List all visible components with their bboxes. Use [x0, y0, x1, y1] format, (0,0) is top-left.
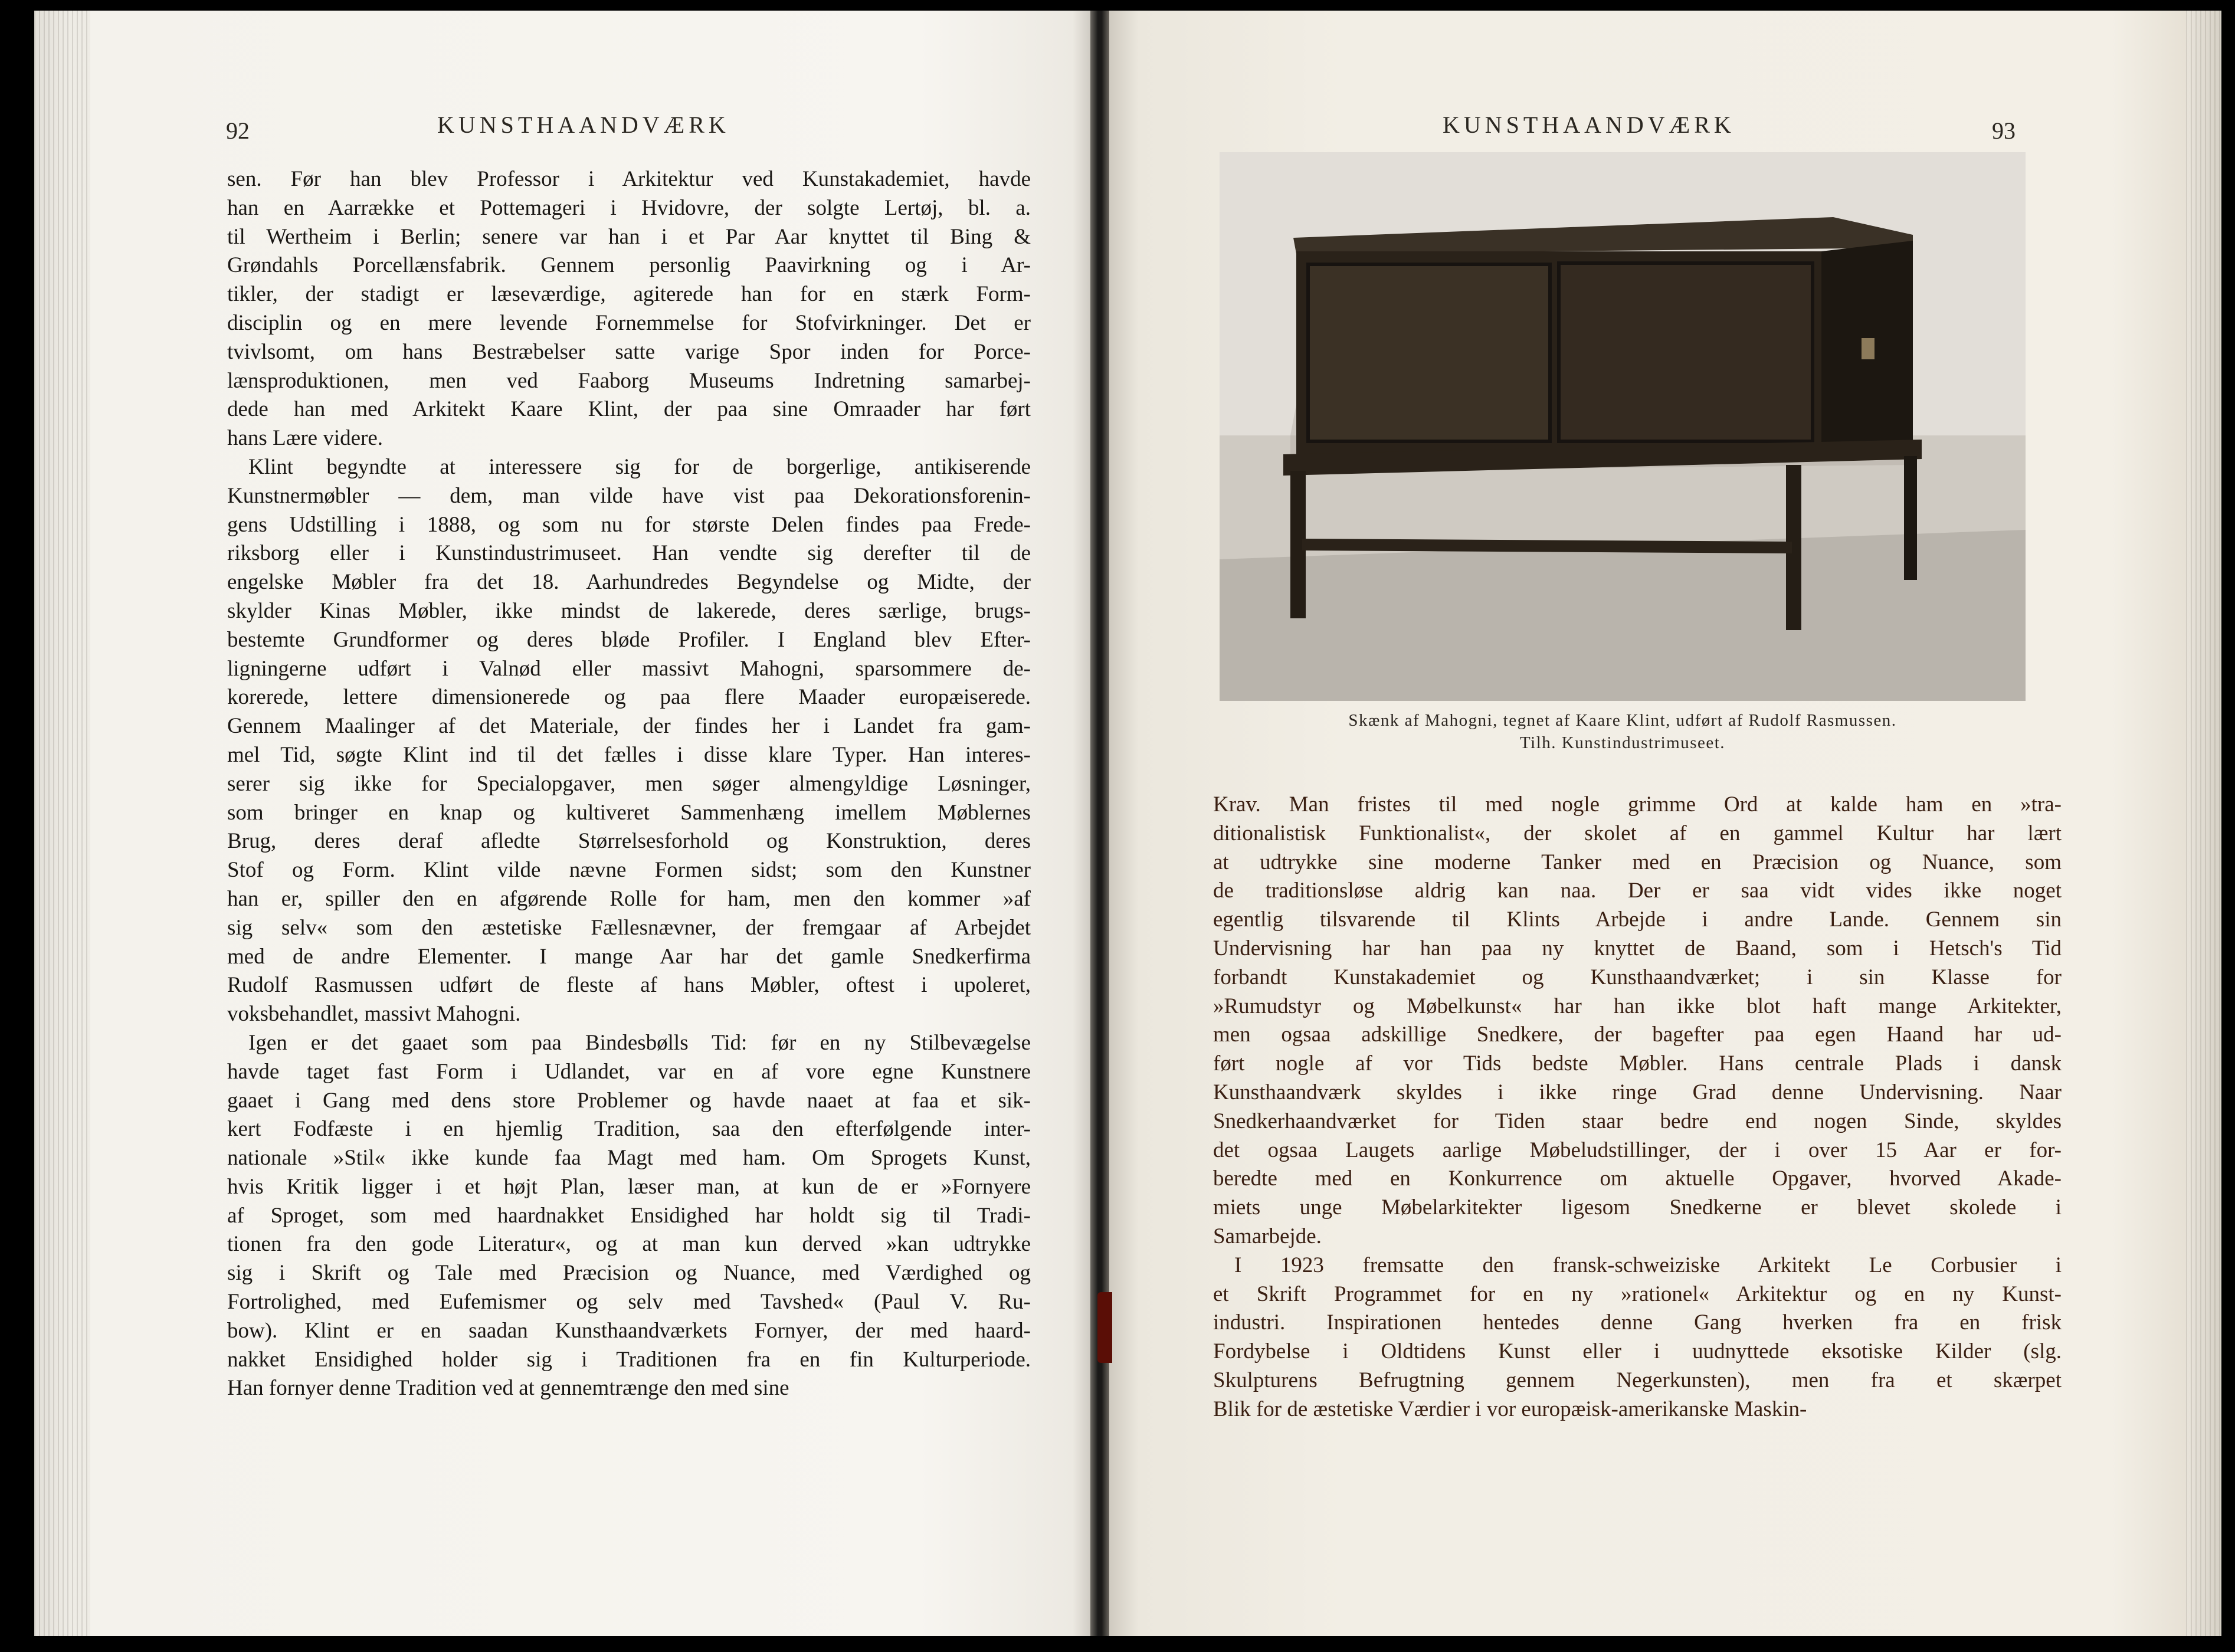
page-number: 93 [1992, 117, 2016, 144]
body-text [227, 165, 1031, 1403]
text-line: nakket Ensidighed holder sig i Traditionen fra en fin Kulturperiode. [227, 1347, 1031, 1372]
text-line: havde taget fast Form i Udlandet, var en af vore egne Kunstnere [227, 1059, 1031, 1084]
running-head: KUNSTHAANDVÆRK [1443, 112, 1735, 138]
text-line: mel Tid, søgte Klint ind til det fælles i disse klare Typer. Han interes- [227, 742, 1031, 767]
page-number: 92 [226, 117, 250, 144]
text-line: Fortrolighed, med Eufemismer og selv med Tavshed« (Paul V. Ru- [227, 1290, 1031, 1315]
text-line: Undervisning har han paa ny knyttet de Baand, som i Hetsch's Tid [1213, 936, 2062, 961]
text-line: Skulpturens Befrugtning gennem Negerkunsten), men fra et skærpet [1213, 1368, 2062, 1392]
text-line: Stof og Form. Klint vilde nævne Formen sidst; som den Kunstner [227, 858, 1031, 883]
text-line: hans Lære videre. [227, 426, 384, 451]
text-line: Rudolf Rasmussen udført de fleste af hans Møbler, oftest i upoleret, [227, 973, 1031, 998]
text-line: tvivlsomt, om hans Bestræbelser satte varige Spor inden for Porce- [227, 339, 1031, 364]
text-line: engelske Møbler fra det 18. Aarhundredes Begyndelse og Midte, der [227, 570, 1031, 595]
text-line: miets unge Møbelarkitekter ligesom Snedkerne er blevet skolede i [1213, 1195, 2062, 1220]
text-line: Fordybelse i Oldtidens Kunst eller i uudnyttede eksotiske Kilder (slg. [1213, 1339, 2062, 1364]
text-line: disciplin og en mere levende Fornemmelse for Stofvirkninger. Det er [227, 310, 1031, 335]
left-door [1308, 264, 1550, 441]
text-line: han er, spiller den en afgørende Rolle for ham, men den kommer »af [227, 886, 1031, 911]
text-line: med de andre Elementer. I mange Aar har det gamle Snedkerfirma [227, 944, 1031, 969]
text-line: men ogsaa adskillige Snedkere, der bagefter paa egen Haand har ud- [1213, 1022, 2062, 1047]
text-line: Gennem Maalinger af det Materiale, der findes her i Landet fra gam- [227, 714, 1031, 739]
text-line: nationale »Stil« ikke kunde faa Magt med ham. Om Sprogets Kunst, [227, 1146, 1031, 1171]
text-line: som bringer en knap og kultiveret Sammenhæng imellem Møblernes [227, 800, 1031, 825]
text-line: gaaet i Gang med dens store Problemer og havde naaet at faa et sik- [227, 1088, 1031, 1113]
text-line: Brug, deres deraf afledte Størrelsesforhold og Konstruktion, deres [227, 829, 1031, 854]
left-page [34, 11, 1090, 1636]
text-line: et Skrift Programmet for en ny »rationel« Arkitektur og en ny Kunst- [1213, 1281, 2062, 1306]
text-line: korerede, lettere dimensionerede og paa flere Maader europæiserede. [227, 685, 1031, 710]
text-line: egentlig tilsvarende til Klints Arbejde i andre Lande. Gennem sin [1213, 907, 2062, 932]
text-line: Grøndahls Porcellænsfabrik. Gennem personlig Paavirkning og i Ar- [227, 253, 1031, 278]
book-gutter [1090, 11, 1109, 1636]
text-line: ført nogle af vor Tids bedste Møbler. Hans centrale Plads i dansk [1213, 1051, 2062, 1076]
text-line: beredte med en Konkurrence om aktuelle Opgaver, hvorved Akade- [1213, 1166, 2062, 1191]
text-line: industri. Inspirationen hentedes denne Gang hverken fra en frisk [1213, 1310, 2062, 1335]
text-line: »Rumudstyr og Møbelkunst« har han ikke blot haft mange Arkitekter, [1213, 994, 2062, 1018]
page-edge-stack [2186, 11, 2221, 1636]
text-line: Kunstnermøbler — dem, man vilde have vist paa Dekorationsforenin- [227, 483, 1031, 508]
text-line: forbandt Kunstakademiet og Kunsthaandværket; i sin Klasse for [1213, 965, 2062, 989]
text-line: at udtrykke sine moderne Tanker med en Præcision og Nuance, som [1213, 850, 2062, 874]
photo-caption: Skænk af Mahogni, tegnet af Kaare Klint, udført af Rudolf Rasmussen. [1348, 711, 1897, 730]
text-line: Igen er det gaaet som paa Bindesbølls Tid: før en ny Stilbevægelse [248, 1030, 1031, 1055]
text-line: bow). Klint er en saadan Kunsthaandværkets Fornyer, der med haard- [227, 1318, 1031, 1343]
text-line: Snedkerhaandværket for Tiden staar bedre end nogen Sinde, skyldes [1213, 1109, 2062, 1133]
text-line: bestemte Grundformer og deres bløde Profiler. I England blev Efter- [227, 627, 1031, 652]
text-line: sig selv« som den æstetiske Fællesnævner, der fremgaar af Arbejdet [227, 915, 1031, 940]
text-line: Samarbejde. [1213, 1224, 1322, 1248]
text-line: I 1923 fremsatte den fransk-schweiziske Arkitekt Le Corbusier i [1234, 1253, 2062, 1277]
right-door [1559, 263, 1813, 441]
text-line: Han fornyer denne Tradition ved at gennemtrænge den med sine [227, 1376, 789, 1401]
sideboard-photo [1220, 152, 2026, 701]
sideboard-illustration [1220, 152, 2026, 701]
text-line: sen. Før han blev Professor i Arkitektur ved Kunstakademiet, havde [227, 167, 1031, 191]
text-line: Krav. Man fristes til med nogle grimme Ord at kalde ham en »tra- [1213, 792, 2062, 817]
text-line: gens Udstilling i 1888, og som nu for største Delen findes paa Frede- [227, 512, 1031, 537]
text-line: af Sproget, som med haardnakket Ensidighed har holdt sig til Tradi- [227, 1203, 1031, 1228]
text-line: sig i Skrift og Tale med Præcision og Nuance, med Værdighed og [227, 1261, 1031, 1286]
text-line: kert Fodfæste i en hjemlig Tradition, saa den efterfølgende inter- [227, 1117, 1031, 1142]
body-text [1213, 791, 2062, 1424]
side-handle [1862, 338, 1874, 359]
text-line: det ogsaa Laugets aarlige Møbeludstillinger, der i over 15 Aar er for- [1213, 1138, 2062, 1162]
page-tear-mark [1097, 1292, 1112, 1363]
text-line: hvis Kritik ligger i et højt Plan, læser man, at kun de er »Fornyere [227, 1174, 1031, 1199]
text-line: tikler, der stadigt er læseværdige, agiterede han for en stærk Form- [227, 282, 1031, 307]
text-line: skylder Kinas Møbler, ikke mindst de lakerede, deres særlige, brugs- [227, 598, 1031, 623]
text-line: tionen fra den gode Literatur«, og at man kun derved »kan udtrykke [227, 1232, 1031, 1257]
text-line: til Wertheim i Berlin; senere var han i et Par Aar knyttet til Bing & [227, 224, 1031, 249]
text-line: ditionalistisk Funktionalist«, der skolet af en gammel Kultur har lært [1213, 821, 2062, 845]
text-line: de traditionsløse aldrig kan naa. Der er saa vidt vides ikke noget [1213, 879, 2062, 903]
page-edge-stack [34, 11, 90, 1636]
right-page [1109, 11, 2221, 1636]
text-line: riksborg eller i Kunstindustrimuseet. Han vendte sig derefter til de [227, 541, 1031, 566]
text-line: voksbehandlet, massivt Mahogni. [227, 1002, 521, 1027]
text-line: dede han med Arkitekt Kaare Klint, der paa sine Omraader har ført [227, 397, 1031, 422]
text-line: Kunsthaandværk skyldes i ikke ringe Grad denne Undervisning. Naar [1213, 1080, 2062, 1104]
text-line: ligningerne udført i Valnød eller massivt Mahogni, sparsommere de- [227, 656, 1031, 681]
text-line: lænsproduktionen, men ved Faaborg Museums Indretning samarbej- [227, 368, 1031, 393]
photo-caption-source: Tilh. Kunstindustrimuseet. [1519, 733, 1726, 752]
text-line: Blik for de æstetiske Værdier i vor europæisk-amerikanske Maskin- [1213, 1397, 1807, 1421]
text-line: serer sig ikke for Specialopgaver, men søger almengyldige Løsninger, [227, 771, 1031, 796]
running-head: KUNSTHAANDVÆRK [437, 112, 730, 138]
text-line: Klint begyndte at interessere sig for de borgerlige, antikiserende [248, 454, 1031, 479]
leg-back-right [1904, 456, 1917, 580]
text-line: han en Aarrække et Pottemageri i Hvidovre, der solgte Lertøj, bl. a. [227, 195, 1031, 220]
